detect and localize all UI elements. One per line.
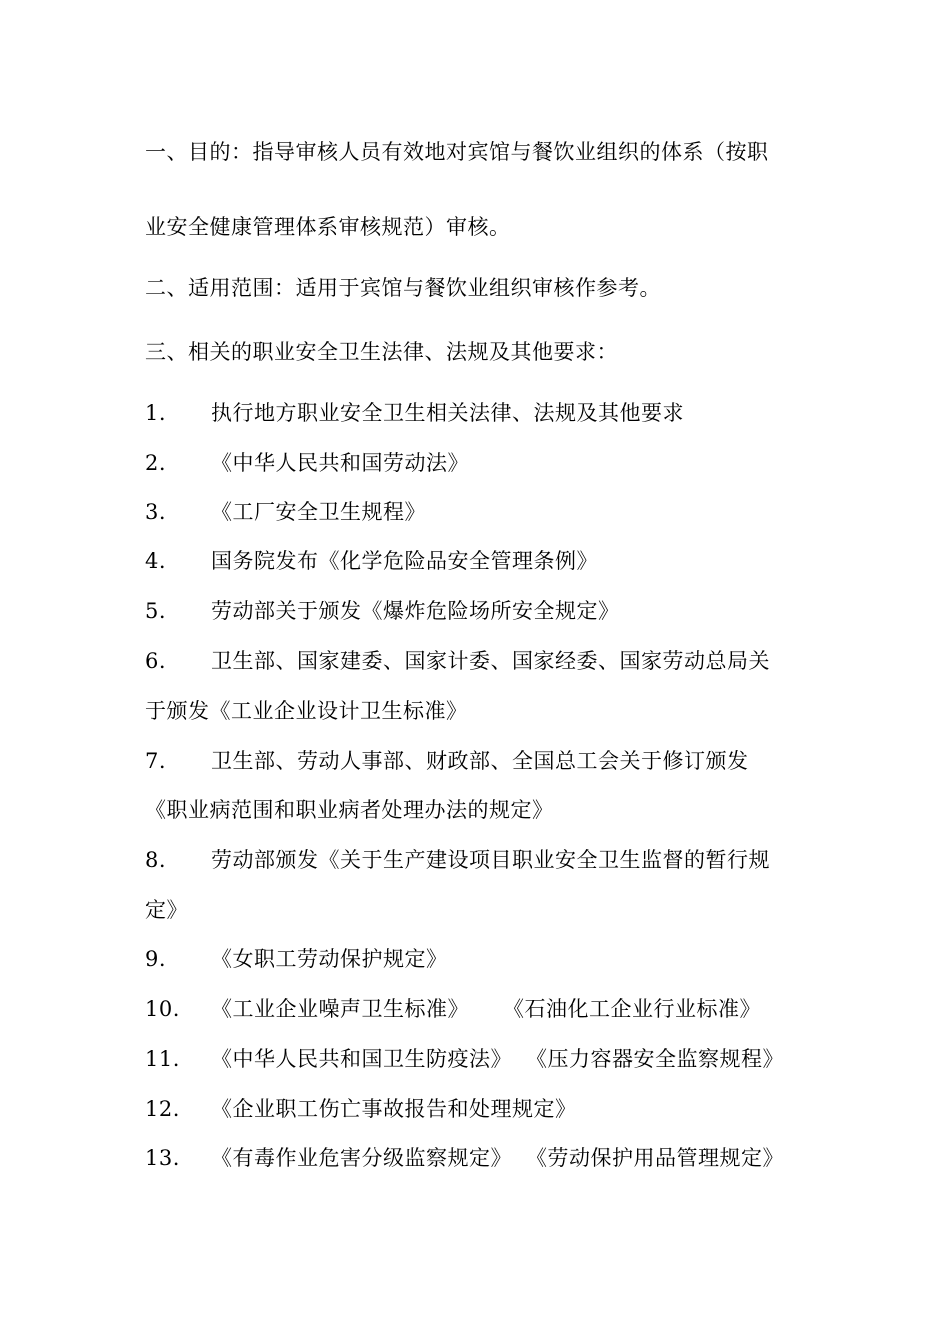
list-item — [145, 944, 810, 974]
item-text: 执行地方职业安全卫生相关法律、法规及其他要求 — [211, 401, 684, 425]
item-number: 3. — [145, 500, 167, 524]
list-item — [145, 546, 810, 576]
section-3-heading: 三、相关的职业安全卫生法律、法规及其他要求： — [145, 340, 618, 364]
item-number: 6. — [145, 649, 167, 673]
item-text: 《工业企业噪声卫生标准》 — [211, 997, 469, 1021]
item-text: 卫生部、国家建委、国家计委、国家经委、国家劳动总局关 — [211, 649, 770, 673]
item-text: 《有毒作业危害分级监察规定》 — [211, 1146, 512, 1170]
item-text: 《女职工劳动保护规定》 — [211, 947, 448, 971]
item-text: 《中华人民共和国卫生防疫法》 — [211, 1047, 512, 1071]
item-number: 9. — [145, 947, 167, 971]
item-text: 劳动部颁发《关于生产建设项目职业安全卫生监督的暂行规 — [211, 848, 770, 872]
list-item — [145, 1143, 810, 1173]
item-text: 《中华人民共和国劳动法》 — [211, 451, 469, 475]
list-item — [145, 448, 810, 478]
item-text-2: 《劳动保护用品管理规定》 — [526, 1146, 784, 1170]
item-number: 10. — [145, 997, 180, 1021]
item-text: 《工厂安全卫生规程》 — [211, 500, 426, 524]
item-number: 4. — [145, 549, 167, 573]
list-item — [145, 746, 810, 776]
section-1-line-2: 业安全健康管理体系审核规范）审核。 — [145, 215, 511, 239]
item-number: 7. — [145, 749, 167, 773]
item-text-2: 《压力容器安全监察规程》 — [526, 1047, 784, 1071]
item-text: 劳动部关于颁发《爆炸危险场所安全规定》 — [211, 599, 620, 623]
list-item — [145, 596, 810, 626]
item-text: 《企业职工伤亡事故报告和处理规定》 — [211, 1097, 577, 1121]
item-number: 2. — [145, 451, 167, 475]
section-1-line-1: 一、目的：指导审核人员有效地对宾馆与餐饮业组织的体系（按职 — [145, 140, 769, 164]
list-item — [145, 497, 810, 527]
item-text: 卫生部、劳动人事部、财政部、全国总工会关于修订颁发 — [211, 749, 749, 773]
item-number: 13. — [145, 1146, 180, 1170]
item-text: 国务院发布《化学危险品安全管理条例》 — [211, 549, 598, 573]
section-2: 二、适用范围：适用于宾馆与餐饮业组织审核作参考。 — [145, 276, 661, 300]
item-text-2: 《石油化工企业行业标准》 — [503, 997, 761, 1021]
list-item — [145, 1094, 810, 1124]
item-number: 5. — [145, 599, 167, 623]
item-number: 1. — [145, 401, 167, 425]
item-number: 11. — [145, 1047, 180, 1071]
list-item — [145, 994, 810, 1024]
item-number: 8. — [145, 848, 167, 872]
list-item — [145, 1044, 810, 1074]
list-item — [145, 845, 810, 875]
list-item-continuation: 《职业病范围和职业病者处理办法的规定》 — [145, 798, 554, 822]
list-item-continuation: 于颁发《工业企业设计卫生标准》 — [145, 699, 468, 723]
list-item — [145, 646, 810, 676]
item-number: 12. — [145, 1097, 180, 1121]
list-item-continuation: 定》 — [145, 898, 188, 922]
list-item — [145, 398, 810, 428]
